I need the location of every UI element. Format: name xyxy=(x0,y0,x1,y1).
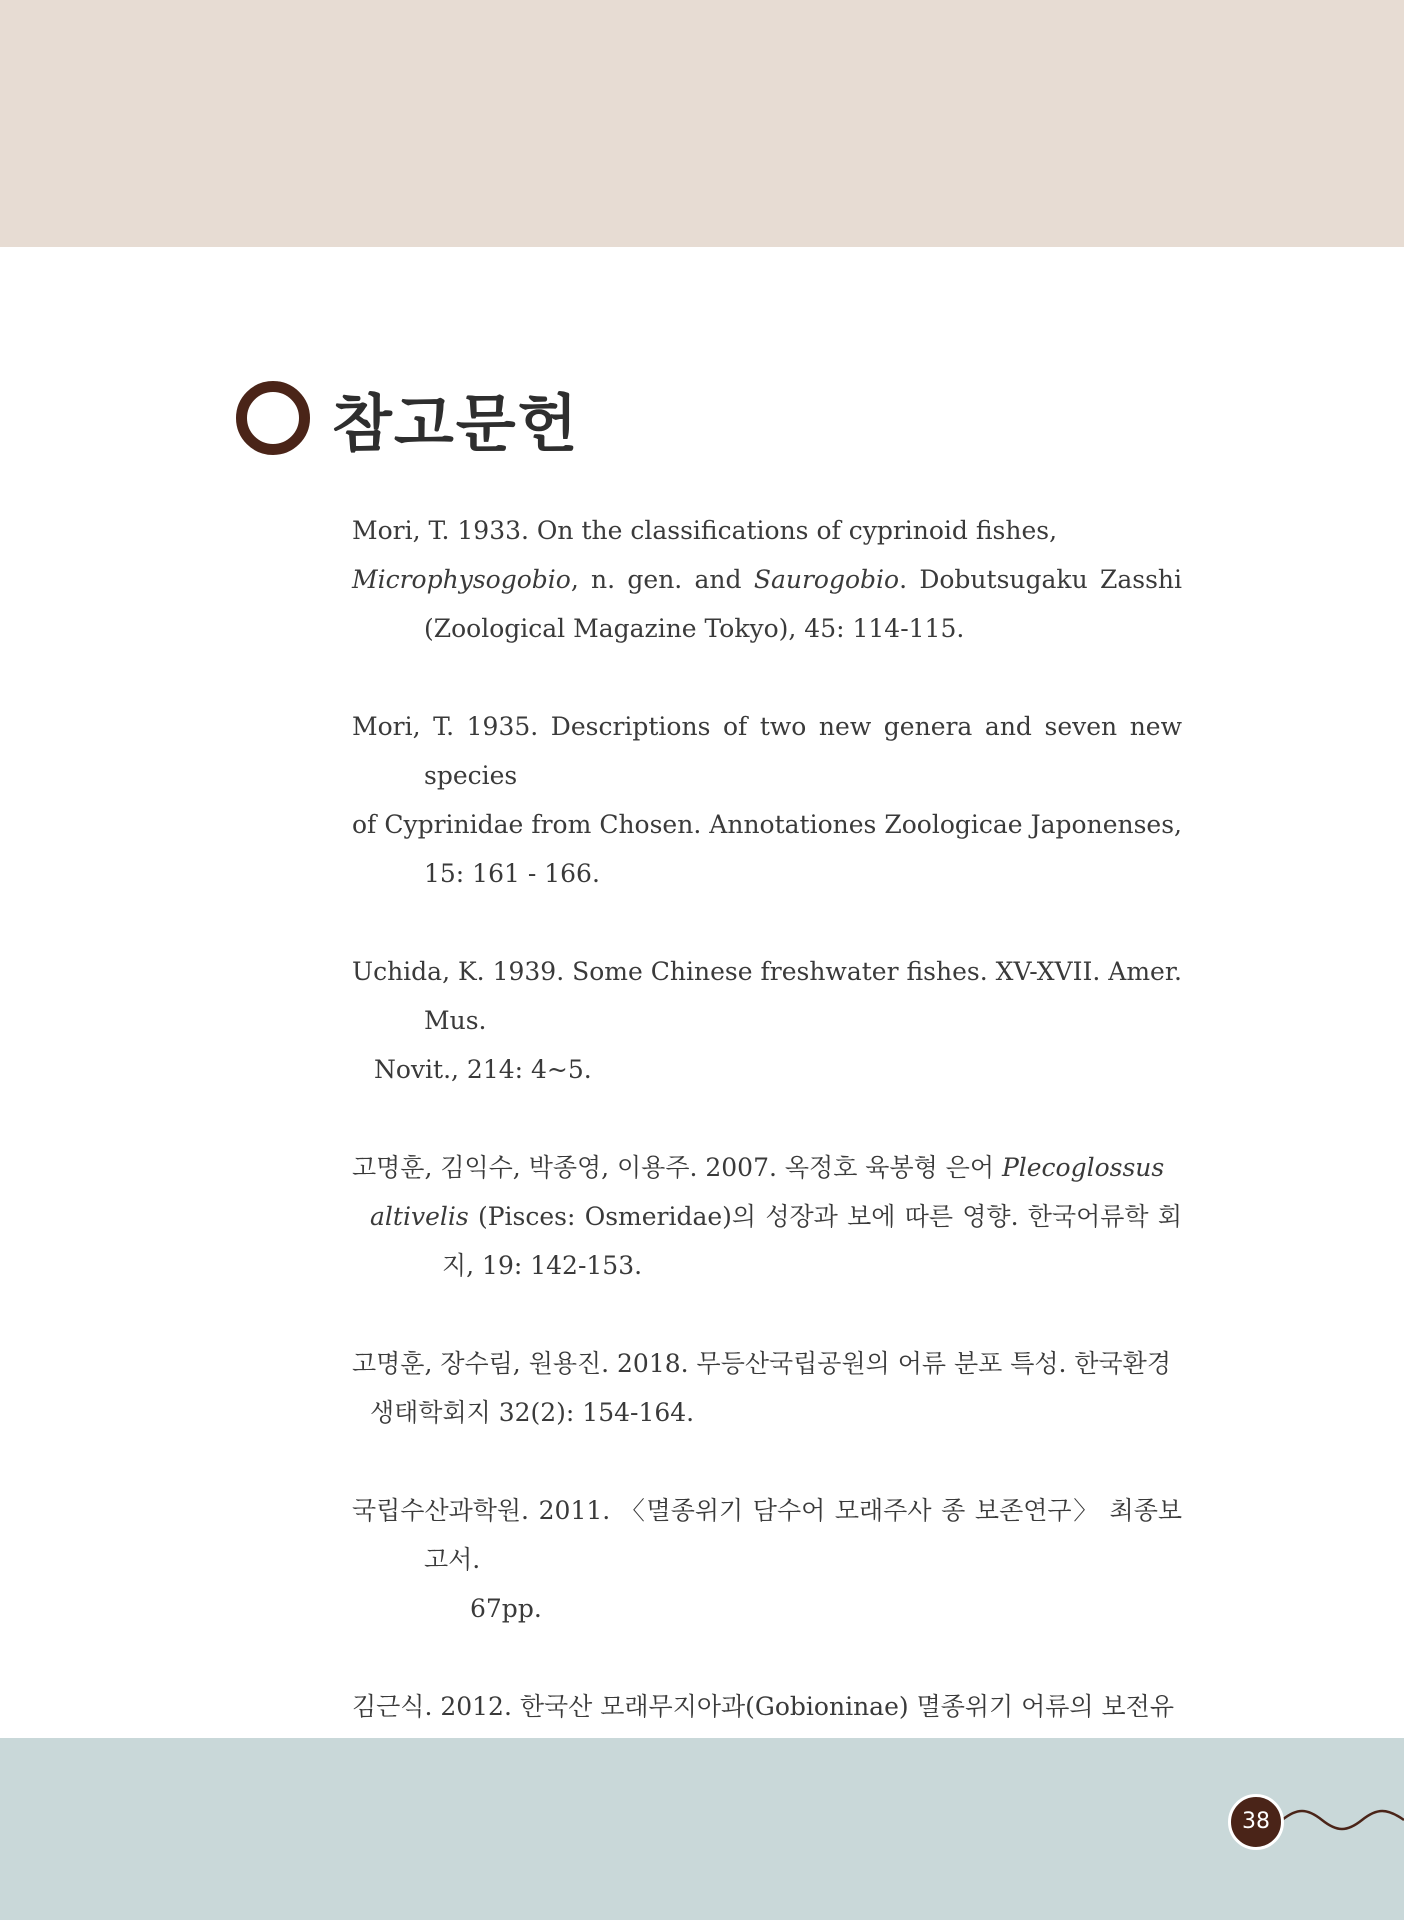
reference-text: Uchida, K. 1939. Some Chinese freshwater fishes. XV-XVII. Amer. Mus. xyxy=(352,957,1182,1035)
reference-text: of Cyprinidae from Chosen. Annotationes Zoologicae Japonenses, 15: 161 - 166. xyxy=(352,810,1182,888)
reference-text: , n. gen. and xyxy=(570,565,754,594)
reference-text: (Pisces: Osmeridae)의 성장과 보에 따른 영향. 한국어류학 회지, 19: 142-153. xyxy=(442,1202,1182,1280)
page-number: 38 xyxy=(1228,1794,1284,1850)
reference-text: Mori, T. 1933. On the classifications of cyprinoid fishes, xyxy=(352,516,1058,545)
reference-text: 생태학회지 32(2): 154-164. xyxy=(370,1398,695,1427)
circle-bullet-icon xyxy=(236,381,310,455)
reference-text: 67pp. xyxy=(470,1594,542,1623)
reference-continuation xyxy=(424,1584,1182,1633)
reference-text: . Dobutsugaku Zasshi (Zoological Magazine Tokyo), 45: 114-115. xyxy=(424,565,1182,643)
reference-continuation xyxy=(352,800,1182,898)
reference-continuation xyxy=(370,1192,1182,1290)
page-number-badge xyxy=(1228,1794,1404,1850)
reference-continuation xyxy=(374,1045,1182,1094)
reference-text: 국립수산과학원. 2011. 〈멸종위기 담수어 모래주사 종 보존연구〉 최종보고서. xyxy=(352,1496,1182,1574)
reference-text: 김근식. 2012. 한국산 모래무지아과(Gobioninae) 멸종위기 어류의 보전유 xyxy=(352,1692,1174,1721)
wave-decoration-icon xyxy=(1282,1806,1404,1834)
header-band xyxy=(0,0,1404,247)
reference-text: Microphysogobio xyxy=(352,565,571,594)
reference-entry xyxy=(352,1486,1182,1633)
reference-text: 고명훈, 장수림, 원용진. 2018. 무등산국립공원의 어류 분포 특성. 한국환경 xyxy=(352,1349,1171,1378)
reference-text: Novit., 214: 4~5. xyxy=(374,1055,592,1084)
page-title: 참고문헌 xyxy=(332,386,580,460)
reference-text: Plecoglossus xyxy=(1001,1153,1165,1182)
reference-continuation xyxy=(352,555,1182,653)
section-heading xyxy=(236,378,580,458)
reference-list xyxy=(352,506,1182,1829)
reference-text: altivelis xyxy=(370,1202,469,1231)
footer-band xyxy=(0,1738,1404,1920)
reference-text: Saurogobio xyxy=(753,565,900,594)
reference-text: Mori, T. 1935. Descriptions of two new genera and seven new species xyxy=(352,712,1182,790)
reference-continuation xyxy=(370,1388,1182,1437)
reference-text: 고명훈, 김익수, 박종영, 이용주. 2007. 옥정호 육봉형 은어 xyxy=(352,1153,1002,1182)
reference-entry xyxy=(352,506,1182,653)
reference-entry xyxy=(352,1339,1182,1437)
reference-entry xyxy=(352,1143,1182,1290)
reference-entry xyxy=(352,702,1182,898)
reference-entry xyxy=(352,947,1182,1094)
